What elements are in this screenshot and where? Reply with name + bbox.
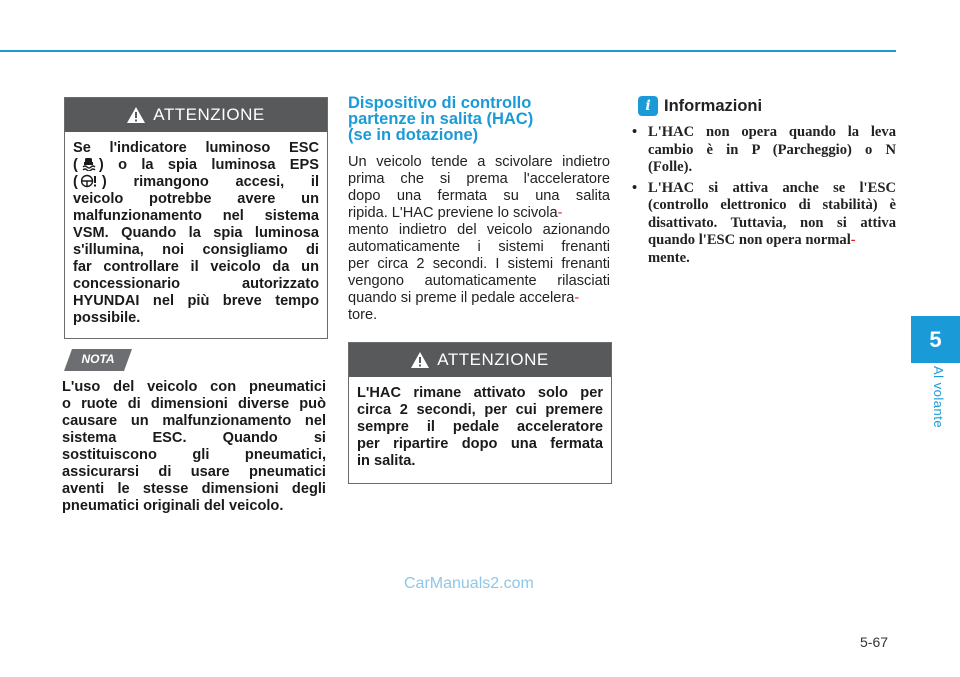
close-paren: )	[101, 174, 107, 190]
warning-line: possibile.	[73, 310, 141, 326]
hac-line: prima che si prema l'acceleratore	[348, 171, 610, 187]
nota-line: sostituiscono gli pneumatici,	[62, 447, 326, 463]
bullet: •	[632, 124, 638, 140]
page-number: 5-67	[860, 634, 889, 650]
info-header	[638, 96, 762, 116]
hac-line: vengono automaticamente rilasciati	[348, 273, 610, 289]
nota-line: aventi le stesse dimensioni degli	[62, 481, 326, 497]
nota-text	[62, 379, 326, 515]
hac-line: Un veicolo tende a scivolare indietro	[348, 154, 610, 170]
warning-line: circa 2 secondi, per cui premere	[357, 402, 603, 418]
warning-line: far controllare il veicolo da un	[73, 259, 319, 275]
hac-body-text	[348, 154, 610, 324]
warning-triangle-icon	[411, 352, 429, 368]
chapter-title: Al volante	[931, 366, 946, 429]
warning-line: veicolo potrebbe avere un	[73, 191, 319, 207]
hyphen: -	[557, 205, 563, 221]
nota-tag	[64, 349, 132, 371]
nota-line: causare un malfunzionamento nel	[62, 413, 326, 429]
esc-skid-car-icon	[81, 157, 96, 171]
warning-triangle-icon	[127, 107, 145, 123]
nota-line: L'uso del veicolo con pneumatici	[62, 379, 326, 395]
warning-box-hac	[348, 342, 612, 484]
hac-line: ripida. L'HAC previene lo scivola-	[348, 205, 563, 221]
info-list-item: • L'HAC non opera quando la leva cambio è in P (Parcheggio) o N (Folle).	[632, 124, 896, 175]
bullet: •	[632, 179, 638, 196]
warning-line: concessionario autorizzato	[73, 276, 319, 292]
nota-line: pneumatici originali del veicolo.	[62, 498, 284, 514]
nota-line: o ruote di dimensioni diverse può	[62, 396, 326, 412]
info-icon: i	[638, 96, 658, 116]
warning-header	[349, 343, 611, 377]
hac-line: automaticamente i sistemi frenanti	[348, 239, 610, 255]
hac-line: per circa 2 secondi. I sistemi frenanti	[348, 256, 610, 272]
nota-line: sistema ESC. Quando si	[62, 430, 326, 446]
eps-steering-warning-icon	[81, 174, 99, 188]
open-paren: (	[73, 157, 78, 173]
hac-line: mento indietro del veicolo azionando	[348, 222, 610, 238]
warning-title: ATTENZIONE	[153, 105, 265, 124]
warning-box-esc	[64, 97, 328, 339]
watermark[interactable]: CarManuals2.com	[404, 575, 534, 592]
hyphen: -	[850, 232, 856, 248]
warning-header	[65, 98, 327, 132]
warning-line: malfunzionamento nel sistema	[73, 208, 319, 224]
nota-label: NOTA	[81, 352, 115, 366]
warning-line: HYUNDAI nel più breve tempo	[73, 293, 319, 309]
hac-line: tore.	[348, 307, 378, 323]
hyphen: -	[574, 290, 580, 306]
warning-line: per ripartire dopo una fermata	[357, 436, 603, 452]
hac-line: quando si preme il pedale accelera-	[348, 290, 580, 306]
warning-body	[349, 377, 611, 480]
warning-line: L'HAC rimane attivato solo per	[357, 385, 603, 401]
close-paren: )	[98, 157, 104, 173]
warning-line: VSM. Quando la spia luminosa	[73, 225, 319, 241]
nota-line: assicurarsi di usare pneumatici	[62, 464, 326, 480]
hac-line: dopo una fermata su una salita	[348, 188, 610, 204]
info-list-item: • L'HAC si attiva anche se l'ESC (controllo elettronico di stabilità) è disattivato. Tuttavia, non si attiva quando l'ESC non opera normal- mente.	[632, 179, 896, 266]
warning-body	[65, 132, 327, 337]
chapter-number-tab[interactable]: 5	[911, 316, 960, 363]
open-paren: (	[73, 174, 78, 190]
info-title: Informazioni	[664, 96, 763, 115]
warning-line: sempre il pedale acceleratore	[357, 419, 603, 435]
warning-line: in salita.	[357, 453, 416, 469]
warning-line: Se l'indicatore luminoso ESC	[73, 140, 319, 156]
info-list	[630, 124, 896, 270]
warning-line-rimangono: ( ) rimangono accesi, il	[73, 174, 319, 190]
top-rule	[0, 50, 896, 52]
hac-section-title: Dispositivo di controllo partenze in salita (HAC) (se in dotazione)	[348, 94, 534, 144]
warning-line: s'illumina, noi consigliamo di	[73, 242, 319, 258]
warning-line-eps: ( ) o la spia luminosa EPS	[73, 157, 319, 173]
warning-title: ATTENZIONE	[437, 350, 549, 369]
